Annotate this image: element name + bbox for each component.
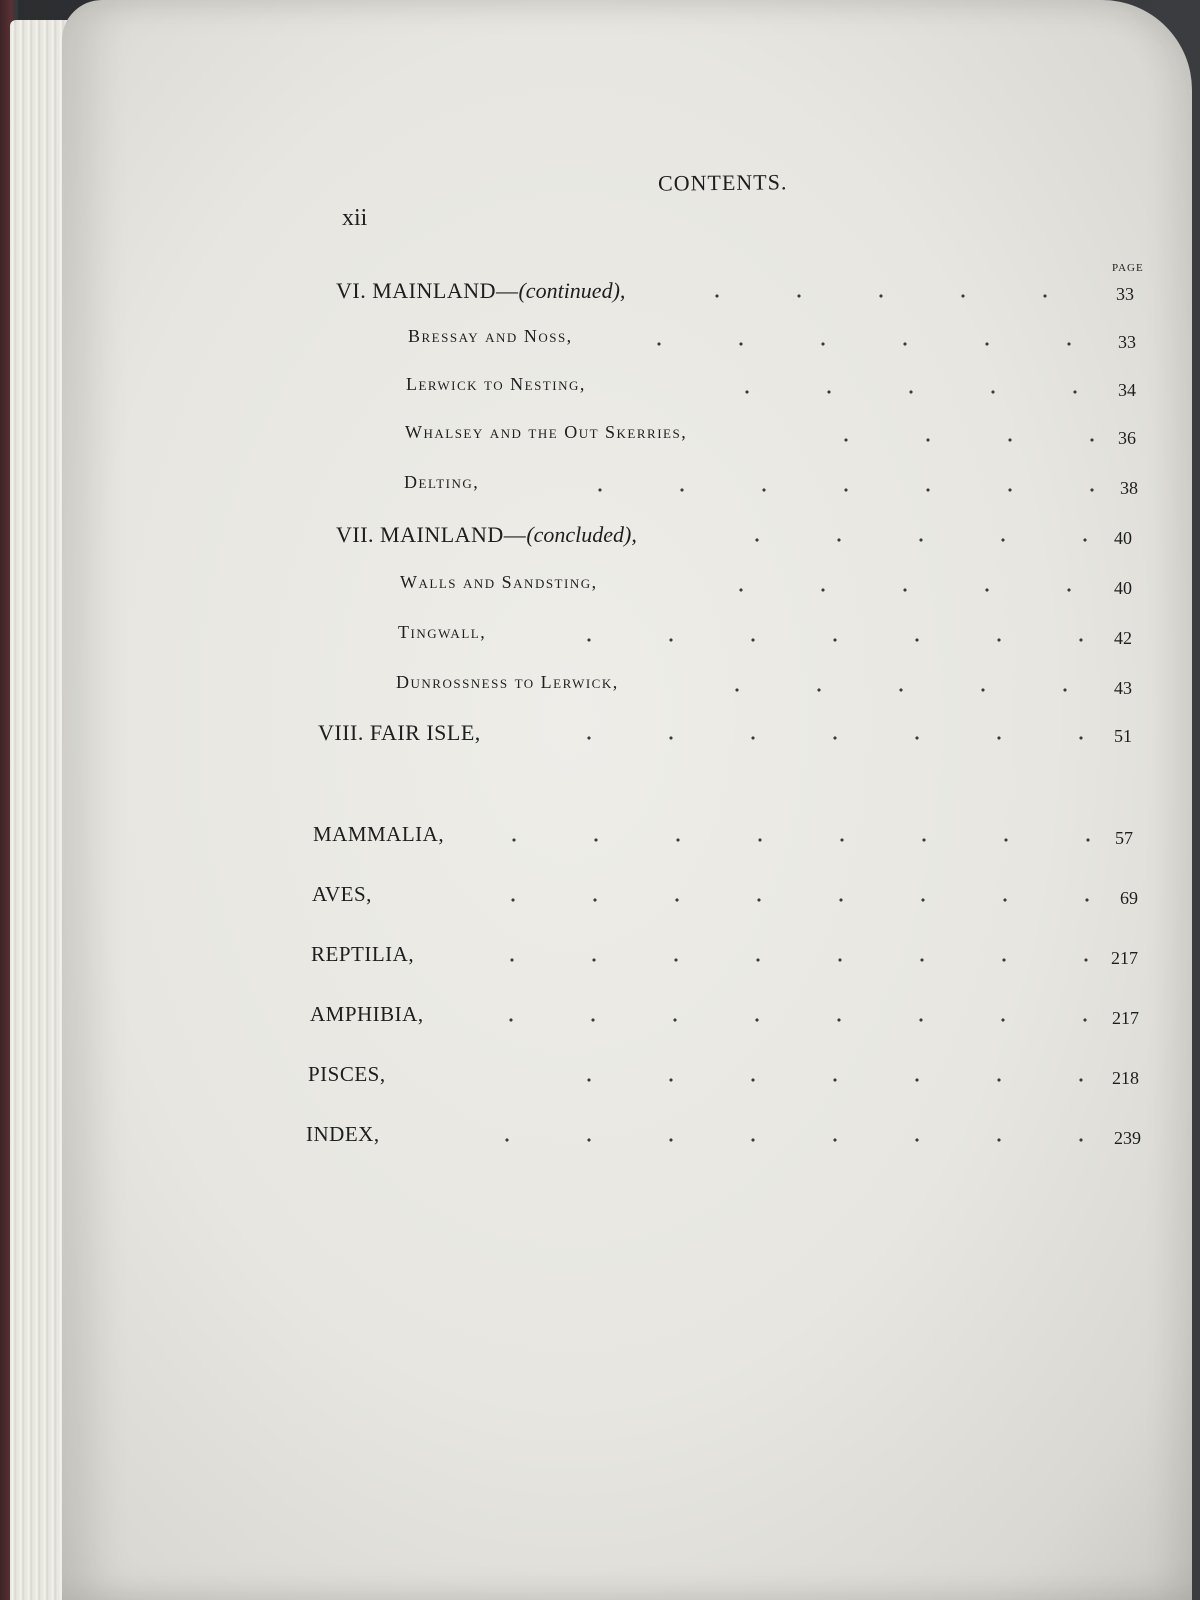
- toc-entry-page: 33: [1118, 332, 1136, 352]
- toc-entry-bressay: [408, 326, 1178, 356]
- toc-entry-label: Whalsey and the Out Skerries,: [405, 422, 688, 442]
- leader-dots: [472, 898, 1112, 902]
- toc-entry-chapter-viii: [318, 720, 1188, 750]
- toc-entry-page: 69: [1120, 888, 1138, 908]
- page-folio: xii: [342, 205, 368, 231]
- toc-entry-index: [306, 1122, 1200, 1152]
- page-column-label: PAGE: [1112, 262, 1144, 274]
- leader-dots: [548, 1078, 1108, 1082]
- running-head: CONTENTS.: [657, 169, 788, 196]
- toc-entry-whalsey: [405, 422, 1175, 452]
- leader-dots: [473, 838, 1113, 842]
- leader-dots: [548, 736, 1108, 740]
- toc-entry-page: 239: [1114, 1128, 1141, 1148]
- leader-dots: [696, 688, 1106, 692]
- leader-dots: [676, 294, 1096, 298]
- leader-dots: [466, 1138, 1106, 1142]
- toc-entry-reptilia: [311, 942, 1200, 972]
- toc-entry-amphibia: [310, 1002, 1200, 1032]
- contents-page: [62, 0, 1192, 1600]
- toc-entry-label: Delting,: [404, 472, 480, 492]
- leader-dots: [706, 390, 1096, 394]
- toc-entry-pisces: [308, 1062, 1198, 1092]
- leader-dots: [548, 638, 1108, 642]
- toc-entry-label: VI. MAINLAND—(continued),: [336, 278, 626, 303]
- toc-entry-label: INDEX,: [306, 1122, 380, 1146]
- toc-entry-page: 51: [1114, 726, 1132, 746]
- leader-dots: [805, 438, 1105, 442]
- toc-entry-label: REPTILIA,: [311, 942, 415, 966]
- toc-entry-aves: [312, 882, 1192, 912]
- toc-entry-delting: [404, 472, 1184, 502]
- toc-entry-label: Dunrossness to Lerwick,: [396, 672, 619, 692]
- leader-dots: [470, 1018, 1110, 1022]
- toc-entry-page: 217: [1112, 1008, 1139, 1028]
- toc-entry-page: 38: [1120, 478, 1138, 498]
- toc-entry-page: 34: [1118, 380, 1136, 400]
- toc-entry-page: 40: [1114, 578, 1132, 598]
- toc-entry-page: 42: [1114, 628, 1132, 648]
- toc-entry-walls: [400, 572, 1180, 602]
- toc-entry-label: PISCES,: [308, 1062, 386, 1086]
- toc-entry-page: 43: [1114, 678, 1132, 698]
- toc-entry-lerwick-nesting: [406, 374, 1176, 404]
- leader-dots: [700, 588, 1110, 592]
- leader-dots: [471, 958, 1111, 962]
- toc-entry-chapter-vii: [336, 522, 1176, 552]
- leader-dots: [716, 538, 1106, 542]
- toc-entry-dunrossness: [396, 672, 1186, 702]
- toc-entry-label: Walls and Sandsting,: [400, 572, 598, 592]
- toc-entry-page: 217: [1111, 948, 1138, 968]
- toc-entry-label: VIII. FAIR ISLE,: [318, 720, 481, 745]
- toc-entry-page: 40: [1114, 528, 1132, 548]
- leader-dots: [559, 488, 1104, 492]
- toc-entry-page: 36: [1118, 428, 1136, 448]
- toc-entry-label: AMPHIBIA,: [310, 1002, 424, 1026]
- leader-dots: [618, 342, 1098, 346]
- toc-entry-label: VII. MAINLAND—(concluded),: [336, 522, 637, 547]
- toc-entry-page: 33: [1116, 284, 1134, 304]
- toc-entry-tingwall: [398, 622, 1188, 652]
- toc-entry-label: Tingwall,: [398, 622, 487, 642]
- toc-entry-page: 57: [1115, 828, 1133, 848]
- toc-entry-label: MAMMALIA,: [313, 822, 445, 846]
- toc-entry-label: AVES,: [312, 882, 372, 906]
- toc-entry-label: Bressay and Noss,: [408, 326, 573, 346]
- toc-entry-mammalia: [313, 822, 1193, 852]
- toc-entry-chapter-vi: [336, 278, 1176, 308]
- toc-entry-label: Lerwick to Nesting,: [406, 374, 586, 394]
- toc-entry-page: 218: [1112, 1068, 1139, 1088]
